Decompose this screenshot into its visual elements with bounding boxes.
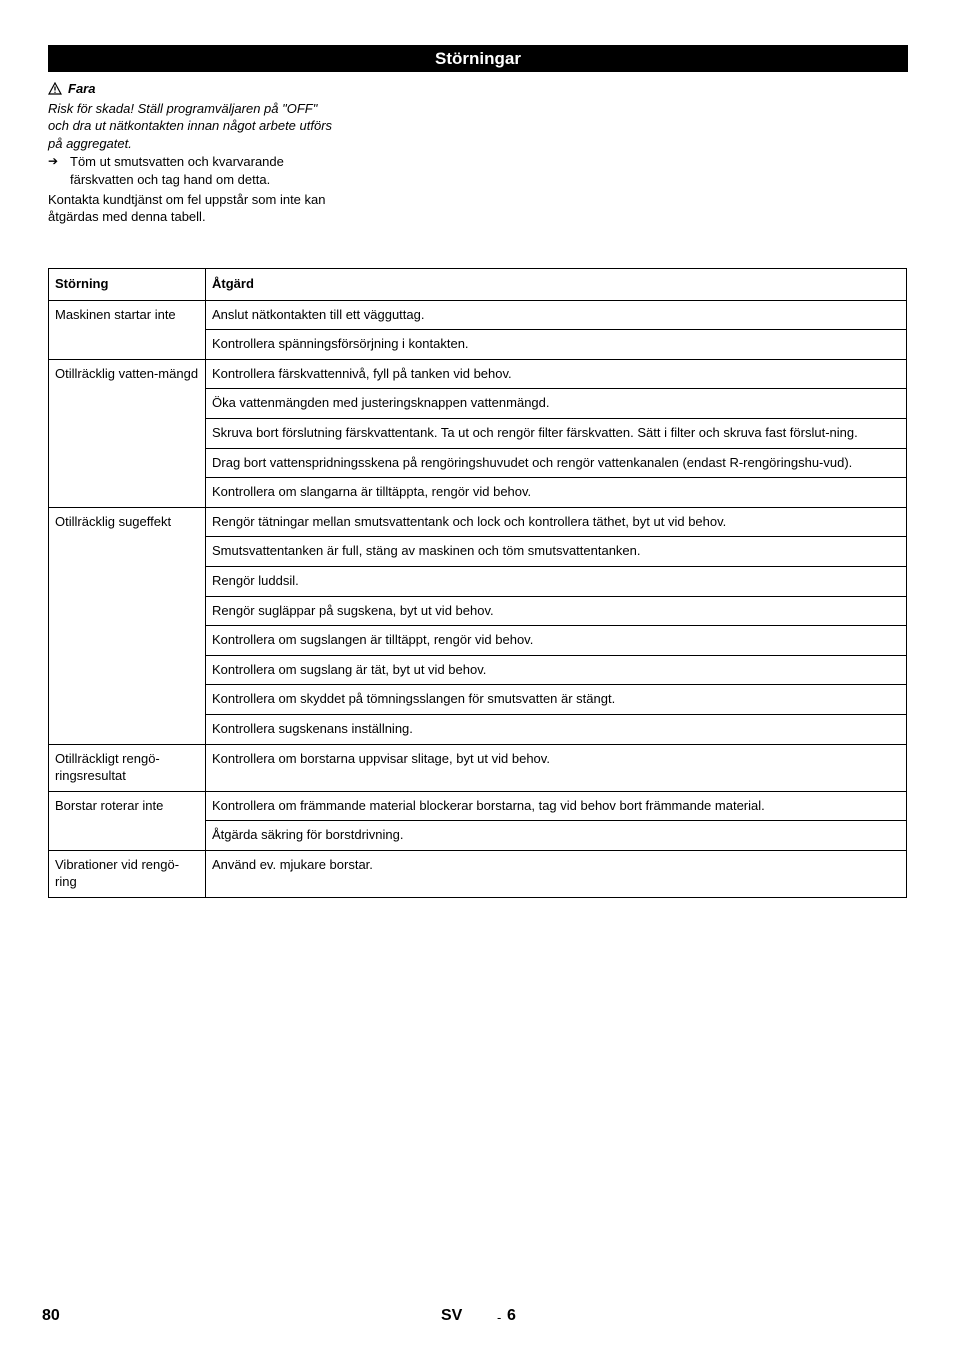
- fault-cell: Vibrationer vid rengö-ring: [49, 850, 206, 897]
- column-header-fault: Störning: [49, 269, 206, 301]
- fault-cell: Otillräckligt rengö-ringsresultat: [49, 744, 206, 791]
- page-number: 80: [42, 1307, 60, 1324]
- action-text: Töm ut smutsvatten och kvarvarande färskvatten och tag hand om detta.: [70, 154, 284, 187]
- remedy-cell: Åtgärda säkring för borstdrivning.: [206, 821, 907, 851]
- remedy-cell: Öka vattenmängden med justeringsknappen vattenmängd.: [206, 389, 907, 419]
- warning-triangle-icon: [48, 82, 62, 95]
- fault-cell: Otillräcklig vatten-mängd: [49, 359, 206, 507]
- remedy-cell: Anslut nätkontakten till ett vägguttag.: [206, 300, 907, 330]
- remedy-cell: Kontrollera om slangarna är tilltäppta, rengör vid behov.: [206, 478, 907, 508]
- remedy-cell: Kontrollera sugskenans inställning.: [206, 714, 907, 744]
- warning-heading: [48, 80, 338, 98]
- action-step: [48, 153, 338, 188]
- table-row: [49, 507, 907, 537]
- customer-service-note: Kontakta kundtjänst om fel uppstår som inte kan åtgärdas med denna tabell.: [48, 191, 326, 225]
- table-row: [49, 850, 907, 897]
- warning-block: [48, 80, 338, 226]
- remedy-cell: Kontrollera om sugslangen är tilltäppt, rengör vid behov.: [206, 626, 907, 656]
- remedy-cell: Kontrollera om skyddet på tömningsslangen för smutsvatten är stängt.: [206, 685, 907, 715]
- page-separator: -: [497, 1310, 502, 1325]
- table-row: [49, 744, 907, 791]
- remedy-cell: Skruva bort förslutning färskvattentank. Ta ut och rengör filter färskvatten. Sätt i filter och skruva fast förslut-ning.: [206, 418, 907, 448]
- remedy-cell: Kontrollera om främmande material blockerar borstarna, tag vid behov bort främmande material.: [206, 791, 907, 821]
- warning-text: Risk för skada! Ställ programväljaren på "OFF" och dra ut nätkontakten innan något arbete utförs på aggregatet.: [48, 100, 333, 151]
- remedy-cell: Kontrollera om sugslang är tät, byt ut vid behov.: [206, 655, 907, 685]
- warning-label: Fara: [68, 81, 96, 96]
- fault-cell: Maskinen startar inte: [49, 300, 206, 359]
- remedy-cell: Rengör luddsil.: [206, 566, 907, 596]
- language-code: SV: [441, 1307, 463, 1324]
- section-title: Störningar: [48, 45, 908, 72]
- table-header-row: [49, 269, 907, 301]
- remedy-cell: Rengör sugläppar på sugskena, byt ut vid behov.: [206, 596, 907, 626]
- fault-cell: Otillräcklig sugeffekt: [49, 507, 206, 744]
- remedy-cell: Rengör tätningar mellan smutsvattentank och lock och kontrollera täthet, byt ut vid behov.: [206, 507, 907, 537]
- remedy-cell: Kontrollera färskvattennivå, fyll på tanken vid behov.: [206, 359, 907, 389]
- troubleshooting-table: [48, 268, 907, 898]
- sub-page-number: 6: [507, 1307, 516, 1324]
- remedy-cell: Drag bort vattenspridningsskena på rengöringshuvudet och rengör vattenkanalen (endast R-rengöringshu-vud).: [206, 448, 907, 478]
- remedy-cell: Smutsvattentanken är full, stäng av maskinen och töm smutsvattentanken.: [206, 537, 907, 567]
- remedy-cell: Använd ev. mjukare borstar.: [206, 850, 907, 897]
- table-row: [49, 791, 907, 821]
- arrow-right-icon: ➔: [48, 154, 59, 169]
- table-row: [49, 300, 907, 330]
- remedy-cell: Kontrollera spänningsförsörjning i kontakten.: [206, 330, 907, 360]
- column-header-remedy: Åtgärd: [206, 269, 907, 301]
- table-row: [49, 359, 907, 389]
- fault-cell: Borstar roterar inte: [49, 791, 206, 850]
- remedy-cell: Kontrollera om borstarna uppvisar slitage, byt ut vid behov.: [206, 744, 907, 791]
